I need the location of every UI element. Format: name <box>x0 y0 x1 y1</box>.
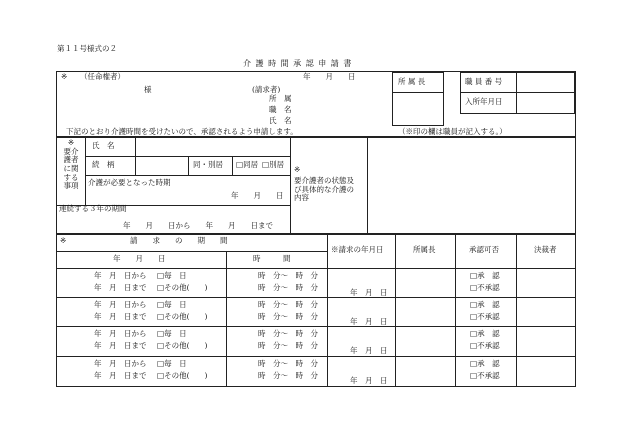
period-to-date: 年 月 日まで <box>94 312 147 321</box>
cohabit-same-checkbox[interactable]: □同居 <box>236 160 259 169</box>
applicant-label: (請求者) <box>252 85 281 94</box>
period-header: 請 求 の 期 間 <box>130 236 228 245</box>
applicant-dept-label: 所 属 <box>269 94 292 103</box>
application-date: 年 月 日 <box>303 72 356 81</box>
daily-checkbox[interactable]: □毎 日 <box>157 271 187 280</box>
appointer-label: （任命権者） <box>80 72 125 81</box>
time-range-2: 時 分～ 時 分 <box>258 312 318 321</box>
reject-checkbox[interactable]: □不承認 <box>470 312 500 321</box>
request-date: 年 月 日 <box>350 317 388 326</box>
three-year-range: 年 月 日から 年 月 日まで <box>123 221 273 230</box>
request-date: 年 月 日 <box>350 376 388 385</box>
time-range-1: 時 分～ 時 分 <box>258 300 318 309</box>
form-number: 第１１号様式の２ <box>57 44 117 53</box>
time-range-2: 時 分～ 時 分 <box>258 341 318 350</box>
request-statement: 下記のとおり介護時間を受けたいので、承認されるよう申請します。 <box>66 127 298 136</box>
time-range-1: 時 分～ 時 分 <box>258 329 318 338</box>
approve-checkbox[interactable]: □承 認 <box>470 359 500 368</box>
other-checkbox[interactable]: □その他( ) <box>157 283 208 292</box>
reject-checkbox[interactable]: □不承認 <box>470 283 500 292</box>
col-date-header: 年 月 日 <box>113 254 166 263</box>
applicant-name-label: 氏 名 <box>269 116 292 125</box>
hire-date-label: 入所年月日 <box>465 97 503 106</box>
recipient-name-label: 氏 名 <box>92 141 115 150</box>
request-date: 年 月 日 <box>350 346 388 355</box>
period-from-date: 年 月 日から <box>94 329 147 338</box>
cohabit-separate-checkbox[interactable]: □別居 <box>262 160 285 169</box>
col-dept-head-header: 所属長 <box>413 245 436 254</box>
col-request-date-header: ※請求の年月日 <box>331 245 384 254</box>
daily-checkbox[interactable]: □毎 日 <box>157 300 187 309</box>
appointer-mark: ※ <box>61 72 68 81</box>
employee-number-field[interactable] <box>520 78 572 90</box>
recipient-relation-label: 続 柄 <box>92 160 115 169</box>
time-range-1: 時 分～ 時 分 <box>258 359 318 368</box>
period-from-date: 年 月 日から <box>94 271 147 280</box>
applicant-post-label: 職 名 <box>269 105 292 114</box>
period-mark: ※ <box>60 236 67 245</box>
condition-label: 要介護者の状態及 び具体的な介護の 内容 <box>294 176 354 203</box>
dept-head-label: 所 属 長 <box>398 77 426 86</box>
period-from-date: 年 月 日から <box>94 300 147 309</box>
time-range-1: 時 分～ 時 分 <box>258 271 318 280</box>
request-date: 年 月 日 <box>350 288 388 297</box>
condition-mark: ※ <box>294 165 301 174</box>
col-time-header: 時 間 <box>253 254 291 263</box>
approve-checkbox[interactable]: □承 認 <box>470 300 500 309</box>
time-range-2: 時 分～ 時 分 <box>258 283 318 292</box>
care-need-label: 介護が必要となった時期 <box>88 178 171 187</box>
staff-note: （※印の欄は職員が記入する。） <box>398 127 507 136</box>
appointer-sama: 様 <box>144 85 152 94</box>
period-to-date: 年 月 日まで <box>94 341 147 350</box>
approve-checkbox[interactable]: □承 認 <box>470 271 500 280</box>
period-to-date: 年 月 日まで <box>94 283 147 292</box>
col-decider-header: 決裁者 <box>534 245 557 254</box>
care-section-label: ※ 要介 護者 に関 する 事項 <box>63 138 79 191</box>
hire-date-field[interactable] <box>520 97 572 109</box>
col-approval-header: 承認可否 <box>469 245 499 254</box>
daily-checkbox[interactable]: □毎 日 <box>157 359 187 368</box>
other-checkbox[interactable]: □その他( ) <box>157 341 208 350</box>
time-range-2: 時 分～ 時 分 <box>258 371 318 380</box>
cohabit-label: 同・別居 <box>193 160 223 169</box>
form-title: 介 護 時 間 承 認 申 請 書 <box>243 59 353 68</box>
employee-number-label: 職 員 番 号 <box>465 77 503 86</box>
reject-checkbox[interactable]: □不承認 <box>470 341 500 350</box>
other-checkbox[interactable]: □その他( ) <box>157 371 208 380</box>
reject-checkbox[interactable]: □不承認 <box>470 371 500 380</box>
care-need-date: 年 月 日 <box>231 191 284 200</box>
other-checkbox[interactable]: □その他( ) <box>157 312 208 321</box>
period-to-date: 年 月 日まで <box>94 371 147 380</box>
approve-checkbox[interactable]: □承 認 <box>470 329 500 338</box>
three-year-label: 連続する３年の期間 <box>59 204 127 213</box>
period-from-date: 年 月 日から <box>94 359 147 368</box>
daily-checkbox[interactable]: □毎 日 <box>157 329 187 338</box>
